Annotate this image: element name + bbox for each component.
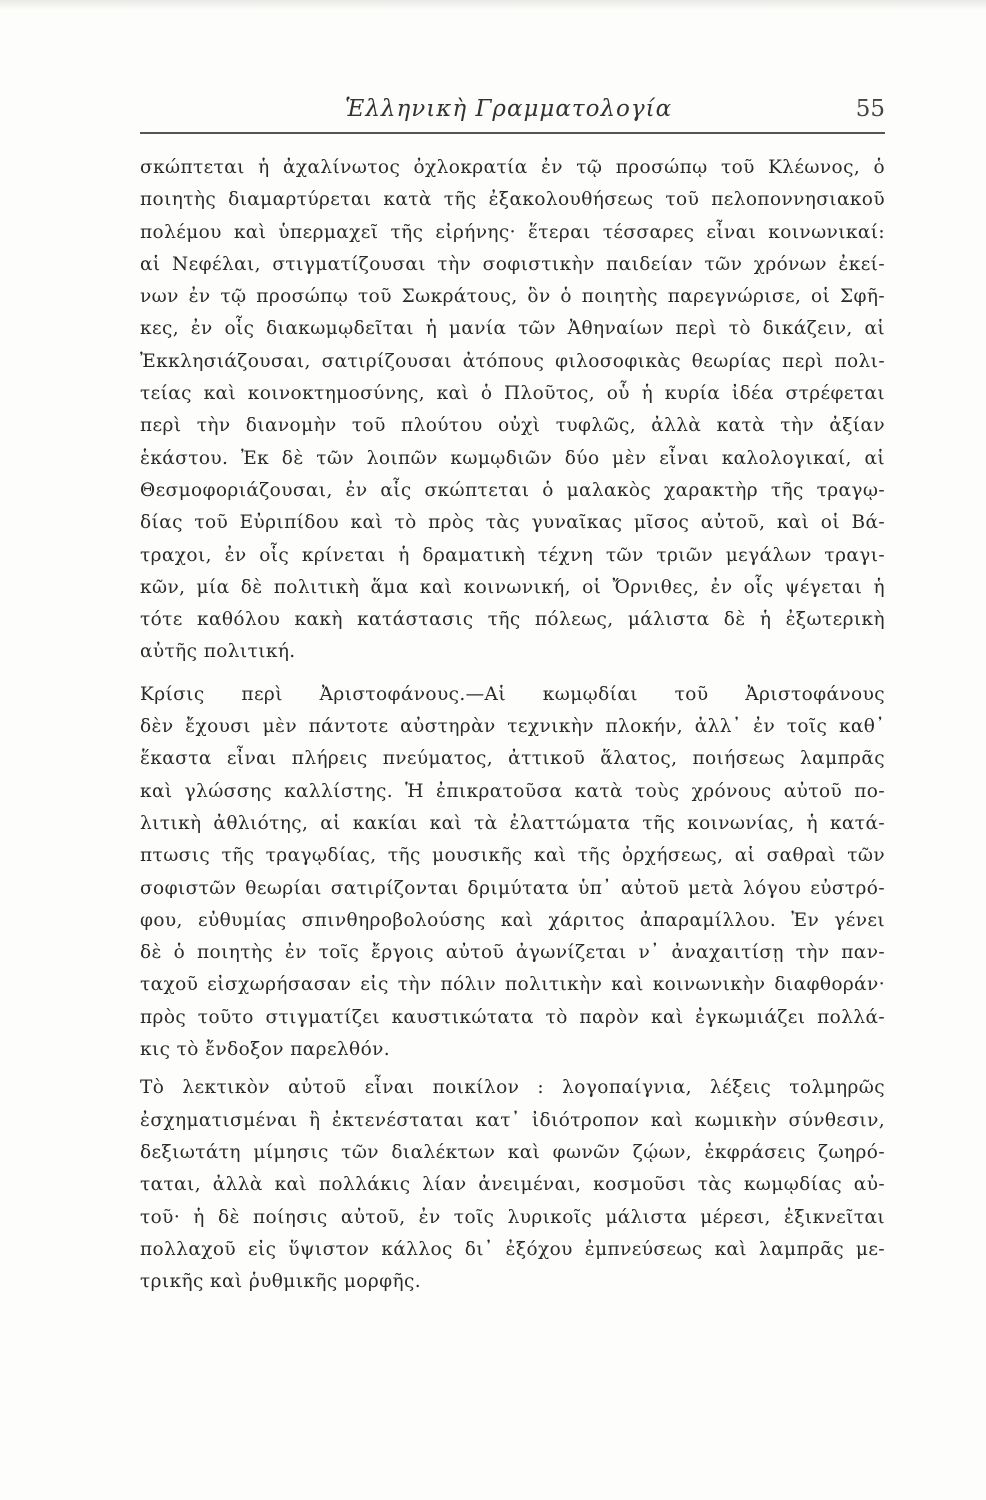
paragraph-gap [140,669,885,679]
text-line: πολέμου καὶ ὑπερμαχεῖ τῆς εἰρήνης· ἕτεραι τέσσαρες εἶναι κοινωνικαί: [140,221,885,243]
text-line: ἑκάστου. Ἐκ δὲ τῶν λοιπῶν κωμῳδιῶν δύο μὲν εἶναι καλολογικαί, αἱ [140,447,885,469]
text-line: σοφιστῶν θεωρίαι σατιρίζονται δριμύτατα ὑπ᾽ αὐτοῦ μετὰ λόγου εὐστρό- [140,877,885,899]
text-line: πτωσις τῆς τραγῳδίας, τῆς μουσικῆς καὶ τῆς ὀρχήσεως, αἱ σαθραὶ τῶν [140,845,885,867]
body-text [140,152,885,1298]
text-line: ἕκαστα εἶναι πλήρεις πνεύματος, ἀττικοῦ ἅλατος, ποιήσεως λαμπρᾶς [140,748,885,770]
text-line: κες, ἐν οἷς διακωμῳδεῖται ἡ μανία τῶν Ἀθηναίων περὶ τὸ δικάζειν, αἱ [140,318,885,340]
text-line: νων ἐν τῷ προσώπῳ τοῦ Σωκράτους, ὃν ὁ ποιητὴς παρεγνώρισε, οἱ Σφῆ- [140,286,885,308]
text-line: ποιητὴς διαμαρτύρεται κατὰ τῆς ἐξακολουθήσεως τοῦ πελοποννησιακοῦ [140,189,885,211]
text-line: Θεσμοφοριάζουσαι, ἐν αἷς σκώπτεται ὁ μαλακὸς χαρακτὴρ τῆς τραγῳ- [140,479,885,501]
text-line: τείας καὶ κοινοκτημοσύνης, καὶ ὁ Πλοῦτος, οὗ ἡ κυρία ἰδέα στρέφεται [140,383,885,405]
text-line: τοῦ· ἡ δὲ ποίησις αὐτοῦ, ἐν τοῖς λυρικοῖς μάλιστα μέρεσι, ἐξικνεῖται [140,1206,885,1228]
text-line: δίας τοῦ Εὐριπίδου καὶ τὸ πρὸς τὰς γυναῖκας μῖσος αὐτοῦ, καὶ οἱ Βά- [140,512,885,534]
text-line: τραχοι, ἐν οἷς κρίνεται ἡ δραματικὴ τέχνη τῶν τριῶν μεγάλων τραγι- [140,544,885,566]
text-line: τρικῆς καὶ ῥυθμικῆς μορφῆς. [140,1271,421,1293]
running-title: Ἑλληνικὴ Γραμματολογία [345,96,673,122]
text-line: καὶ γλώσσης καλλίστης. Ἡ ἐπικρατοῦσα κατὰ τοὺς χρόνους αὐτοῦ πο- [140,780,885,802]
text-line: πολλαχοῦ εἰς ὕψιστον κάλλος δι᾽ ἐξόχου ἐμπνεύσεως καὶ λαμπρᾶς με- [140,1238,885,1260]
text-line: τότε καθόλου κακὴ κατάστασις τῆς πόλεως, μάλιστα δὲ ἡ ἐξωτερικὴ [140,609,885,631]
text-line: δεξιωτάτη μίμησις τῶν διαλέκτων καὶ φωνῶν ζῴων, ἐκφράσεις ζωηρό- [140,1141,885,1163]
text-line: αὐτῆς πολιτική. [140,641,296,663]
text-line: Κρίσις περὶ Ἀριστοφάνους.—Αἱ κωμῳδίαι τοῦ Ἀριστοφάνους [140,683,885,705]
paragraph-style [140,1072,885,1298]
text-line: περὶ τὴν διανομὴν τοῦ πλούτου οὐχὶ τυφλῶς, ἀλλὰ κατὰ τὴν ἀξίαν [140,415,885,437]
text-line: κῶν, μία δὲ πολιτικὴ ἅμα καὶ κοινωνική, οἱ Ὄρνιθες, ἐν οἷς ψέγεται ἡ [140,576,885,598]
text-line: ταχοῦ εἰσχωρήσασαν εἰς τὴν πόλιν πολιτικὴν καὶ κοινωνικὴν διαφθοράν· [140,974,885,996]
running-header [140,92,885,132]
text-line: δὲν ἔχουσι μὲν πάντοτε αὐστηρὰν τεχνικὴν πλοκήν, ἀλλ᾽ ἐν τοῖς καθ᾽ [140,716,885,738]
header-rule [140,132,885,134]
text-line: πρὸς τοῦτο στιγματίζει καυστικώτατα τὸ παρὸν καὶ ἐγκωμιάζει πολλά- [140,1006,885,1028]
text-line: ἐσχηματισμέναι ἢ ἐκτενέσταται κατ᾽ ἰδιότροπον καὶ κωμικὴν σύνθεσιν, [140,1109,885,1131]
paragraph-comedies [140,152,885,669]
text-line: Τὸ λεκτικὸν αὐτοῦ εἶναι ποικίλον : λογοπαίγνια, λέξεις τολμηρῶς [140,1077,885,1099]
text-line: ταται, ἀλλὰ καὶ πολλάκις λίαν ἀνειμέναι, κοσμοῦσι τὰς κωμῳδίας αὐ- [140,1174,885,1196]
text-line: σκώπτεται ἡ ἀχαλίνωτος ὀχλοκρατία ἐν τῷ προσώπῳ τοῦ Κλέωνος, ὁ [140,157,885,178]
paragraph-critique [140,679,885,1067]
text-line: Ἐκκλησιάζουσαι, σατιρίζουσαι ἀτόπους φιλοσοφικὰς θεωρίας περὶ πολι- [140,350,885,372]
text-line: φου, εὐθυμίας σπινθηροβολούσης καὶ χάριτος ἀπαραμίλλου. Ἐν γένει [140,909,885,931]
text-line: λιτικὴ ἀθλιότης, αἱ κακίαι καὶ τὰ ἐλαττώματα τῆς κοινωνίας, ἡ κατά- [140,812,885,834]
page-number: 55 [855,96,885,122]
page-edge-shadow [0,0,986,10]
text-line: αἱ Νεφέλαι, στιγματίζουσαι τὴν σοφιστικὴν παιδείαν τῶν χρόνων ἐκεί- [140,253,885,275]
text-line: κις τὸ ἔνδοξον παρελθόν. [140,1039,391,1061]
text-line: δὲ ὁ ποιητὴς ἐν τοῖς ἔργοις αὐτοῦ ἀγωνίζεται ν᾽ ἀναχαιτίσῃ τὴν παν- [140,942,885,964]
